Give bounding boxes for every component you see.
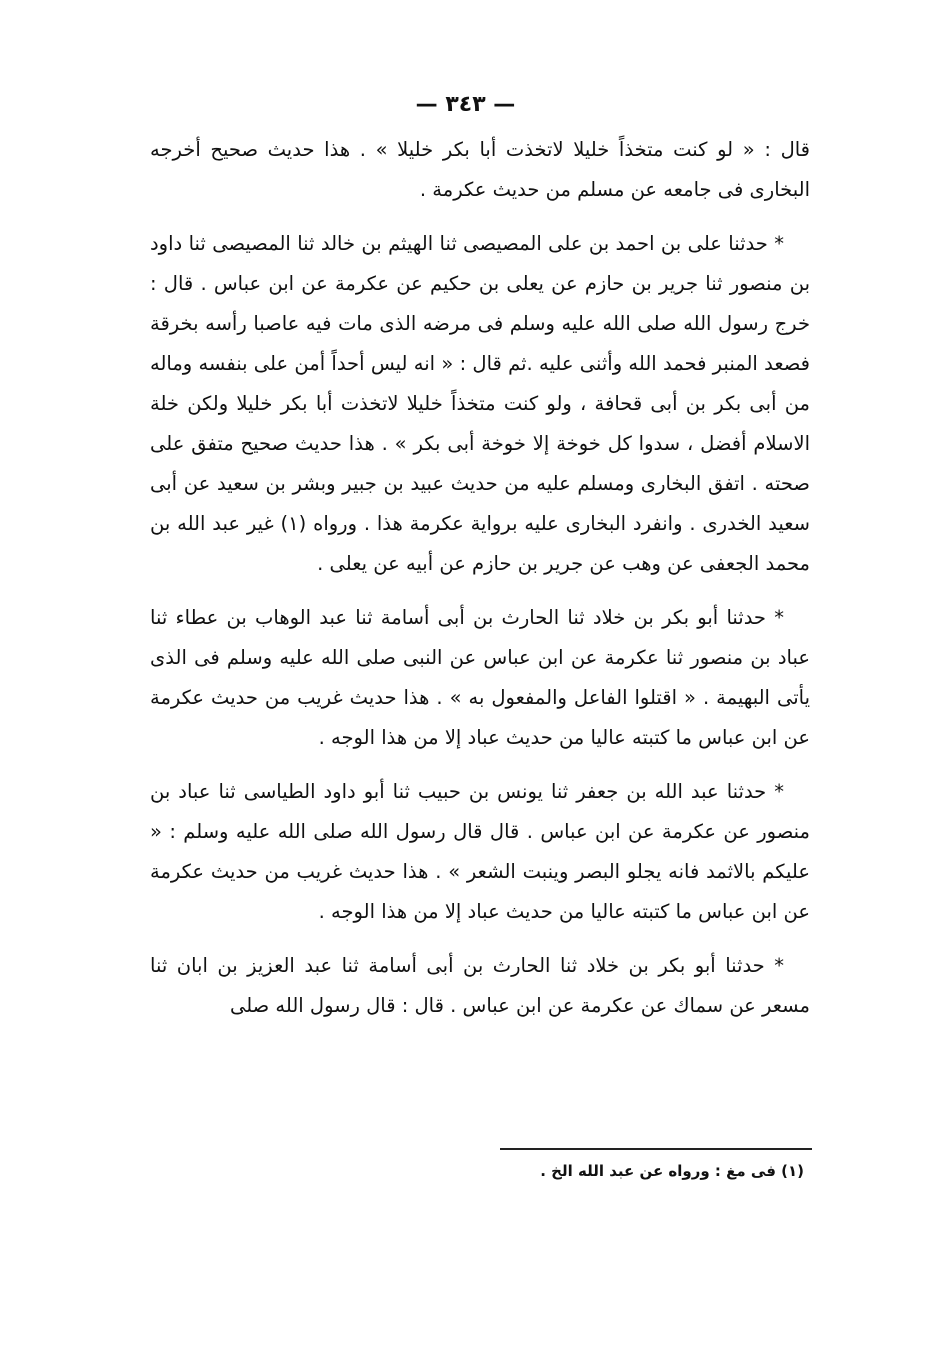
paragraph-3: * حدثنا أبو بكر بن خلاد ثنا الحارث بن أبى أسامة ثنا عبد الوهاب بن عطاء ثنا عباد بن منصور ثنا عكرمة عن ابن عباس عن النبى صلى الله عليه وسلم فى الذى يأتى البهيمة . « اقتلوا الفاعل والمفعول به » . هذا حديث غريب من حديث عكرمة عن ابن عباس ما كتبته عاليا من حديث عباد إلا من هذا الوجه . <box>150 606 810 749</box>
paragraph-4: * حدثنا عبد الله بن جعفر ثنا يونس بن حبيب ثنا أبو داود الطياسى ثنا عباد بن منصور عن عكرمة عن ابن عباس . قال قال رسول الله صلى الله عليه وسلم : « عليكم بالاثمد فانه يجلو البصر وينبت الشعر » . هذا حديث غريب من حديث عكرمة عن ابن عباس ما كتبته عاليا من حديث عباد إلا من هذا الوجه . <box>150 780 810 923</box>
main-text <box>150 130 810 1026</box>
paragraph-2: * حدثنا على بن احمد بن على المصيصى ثنا الهيثم بن خالد ثنا المصيصى ثنا داود بن منصور ثنا جرير بن حازم عن يعلى بن حكيم عن عكرمة عن ابن عباس . قال : خرج رسول الله صلى الله عليه وسلم فى مرضه الذى مات فيه عاصبا رأسه بخرقة فصعد المنبر فحمد الله وأثنى عليه .ثم قال : « انه ليس أحداً أمن على بنفسه وماله من أبى بكر بن أبى قحافة ، ولو كنت متخذاً خليلا لاتخذت أبا بكر خليلا ولكن خلة الاسلام أفضل ، سدوا كل خوخة إلا خوخة أبى بكر » . هذا حديث صحيح متفق على صحته . اتفق البخارى ومسلم عليه من حديث عبيد بن جبير وبشر بن سعيد عن أبى سعيد الخدرى . وانفرد البخارى عليه برواية عكرمة هذا . ورواه (١) غير عبد الله بن محمد الجعفى عن وهب عن جرير بن حازم عن أبيه عن يعلى . <box>150 232 810 575</box>
paragraph-1: قال : « لو كنت متخذاً خليلا لاتخذت أبا بكر خليلا » . هذا حديث صحيح أخرجه البخارى فى جامعه عن مسلم من حديث عكرمة . <box>150 138 810 201</box>
page-number: — ٣٤٣ — <box>415 92 516 117</box>
footnote: (١) فى مغ : ورواه عن عبد الله الخ . <box>540 1162 804 1180</box>
footnote-divider <box>500 1148 812 1150</box>
paragraph-5: * حدثنا أبو بكر بن خلاد ثنا الحارث بن أبى أسامة ثنا عبد العزيز بن ابان ثنا مسعر عن سماك عن عكرمة عن ابن عباس . قال : قال رسول الله صلى <box>150 954 810 1017</box>
